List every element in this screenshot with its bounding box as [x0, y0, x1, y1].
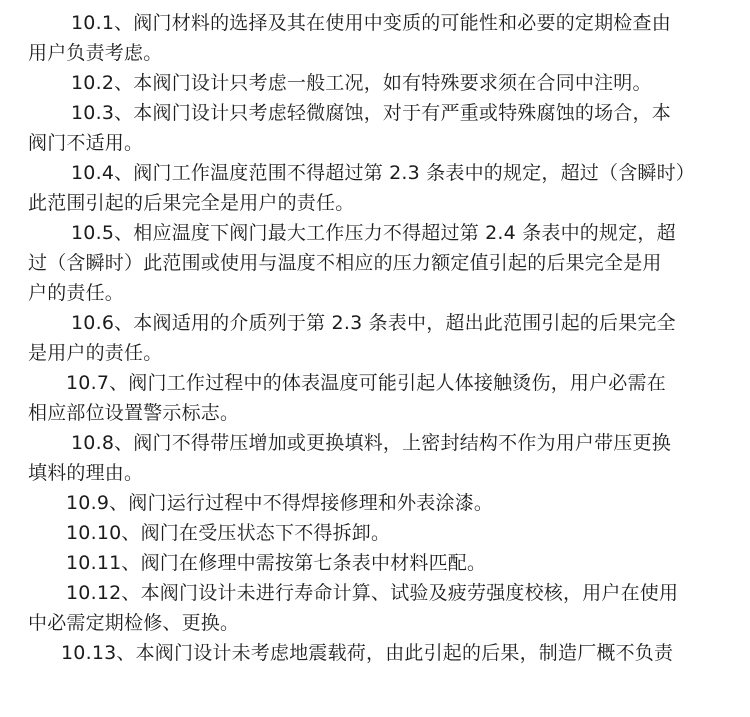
- clause-10-9-line-1: 10.9、阀门运行过程中不得焊接修理和外表涂漆。: [66, 492, 494, 514]
- clause-10-11-line-1: 10.11、阀门在修理中需按第七条表中材料匹配。: [66, 552, 487, 574]
- clause-10-4-line-1: 10.4、阀门工作温度范围不得超过第 2.3 条表中的规定，超过（含瞬时）: [71, 162, 696, 184]
- clause-10-8-line-2: 填料的理由。: [28, 462, 144, 484]
- clause-10-3-line-2: 阀门不适用。: [28, 132, 144, 154]
- clause-10-7-line-1: 10.7、阀门工作过程中的体表温度可能引起人体接触烫伤，用户必需在: [66, 372, 666, 394]
- clause-10-3-line-1: 10.3、本阀门设计只考虑轻微腐蚀，对于有严重或特殊腐蚀的场合，本: [71, 102, 671, 124]
- clause-10-2-line-1: 10.2、本阀门设计只考虑一般工况，如有特殊要求须在合同中注明。: [71, 72, 652, 94]
- clause-10-5-line-3: 户的责任。: [28, 282, 125, 304]
- clause-10-4-line-2: 此范围引起的后果完全是用户的责任。: [28, 192, 355, 214]
- clause-10-12-line-2: 中必需定期检修、更换。: [28, 612, 240, 634]
- clause-10-6-line-1: 10.6、本阀适用的介质列于第 2.3 条表中，超出此范围引起的后果完全: [71, 312, 676, 334]
- clause-10-1-line-1: 10.1、阀门材料的选择及其在使用中变质的可能性和必要的定期检查由: [71, 12, 671, 34]
- clause-10-1-line-2: 用户负责考虑。: [28, 42, 163, 64]
- clause-10-6-line-2: 是用户的责任。: [28, 342, 163, 364]
- clause-10-10-line-1: 10.10、阀门在受压状态下不得拆卸。: [66, 522, 391, 544]
- clause-10-5-line-2: 过（含瞬时）此范围或使用与温度不相应的压力额定值引起的后果完全是用: [28, 252, 662, 274]
- clause-10-8-line-1: 10.8、阀门不得带压增加或更换填料，上密封结构不作为用户带压更换: [71, 432, 671, 454]
- clause-10-13-line-1: 10.13、本阀门设计未考虑地震载荷，由此引起的后果，制造厂概不负责: [61, 642, 674, 664]
- clause-10-5-line-1: 10.5、相应温度下阀门最大工作压力不得超过第 2.4 条表中的规定，超: [71, 222, 676, 244]
- clause-10-12-line-1: 10.12、本阀门设计未进行寿命计算、试验及疲劳强度校核，用户在使用: [66, 582, 679, 604]
- clause-10-7-line-2: 相应部位设置警示标志。: [28, 402, 240, 424]
